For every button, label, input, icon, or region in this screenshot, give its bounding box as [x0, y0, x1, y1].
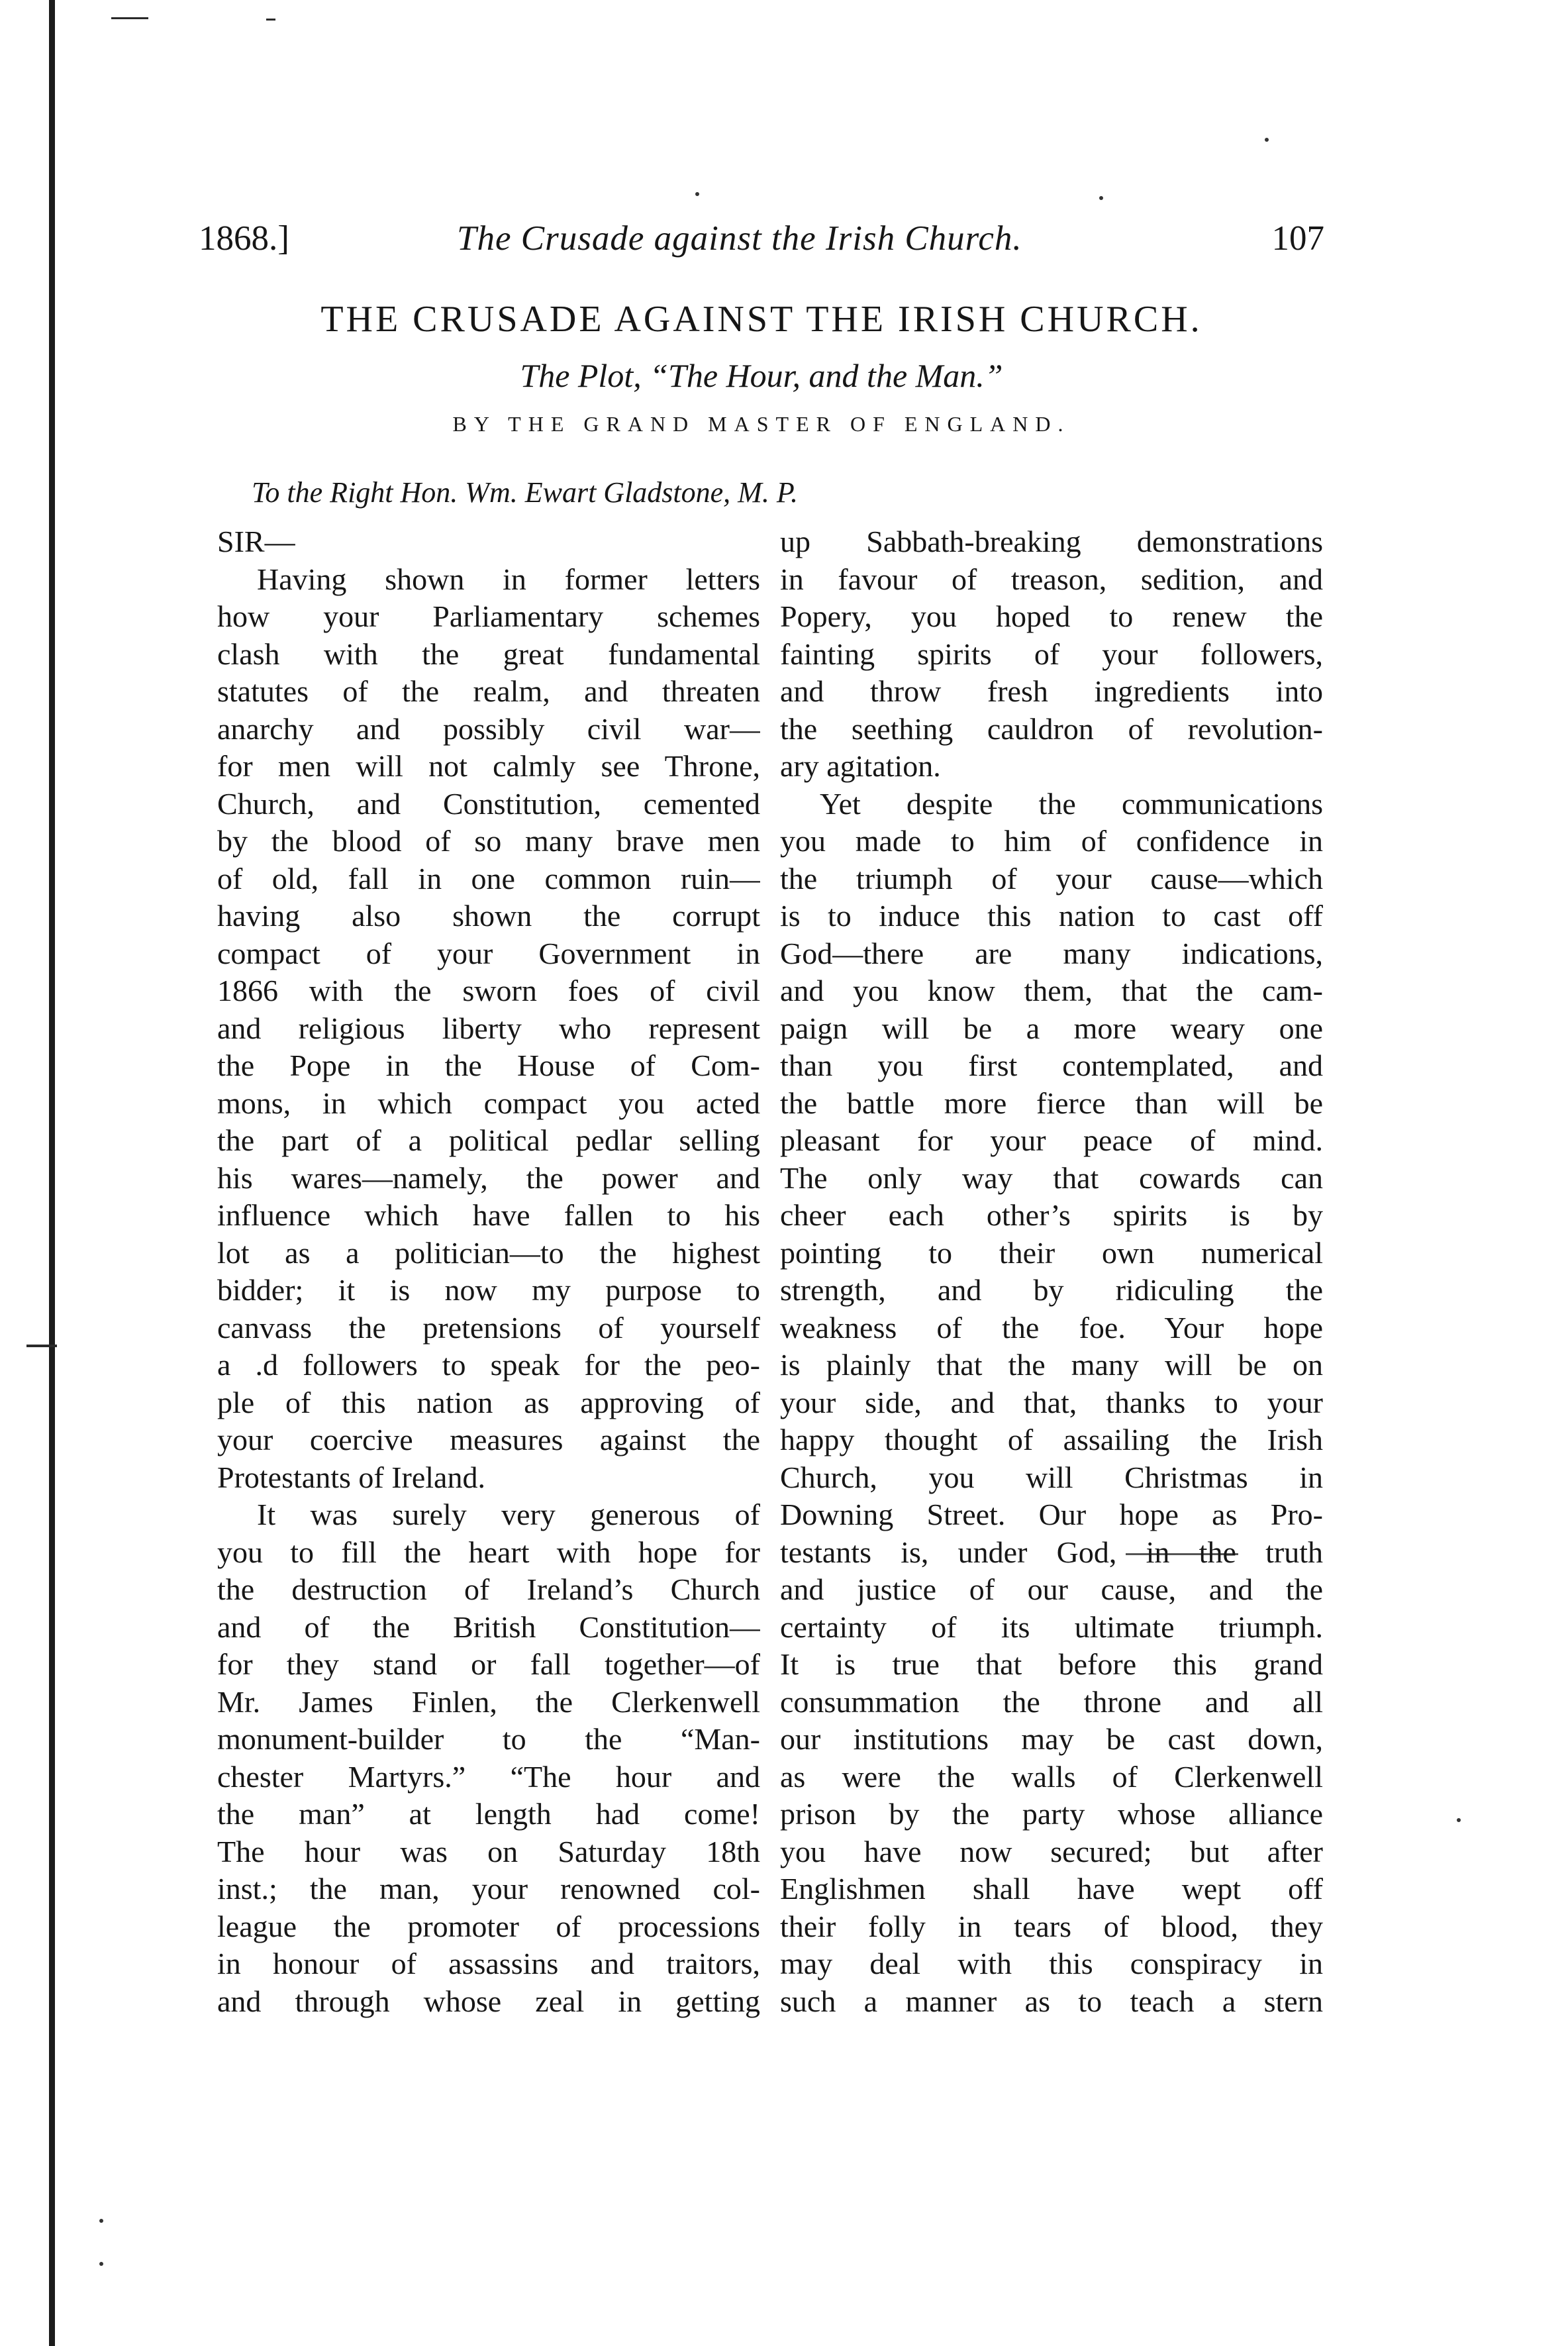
text-line: such a manner as to teach a stern — [780, 1984, 1323, 2018]
text-line: the destruction of Ireland’s Church — [217, 1572, 760, 1606]
text-line: The hour was on Saturday 18th — [217, 1834, 760, 1868]
text-line: for men will not calmly see Throne, — [217, 749, 760, 783]
article-byline: BY THE GRAND MASTER OF ENGLAND. — [452, 412, 1071, 436]
text-line: influence which have fallen to his — [217, 1198, 760, 1232]
addressee-line: To the Right Hon. Wm. Ewart Gladstone, M. P. — [252, 476, 799, 509]
text-line: certainty of its ultimate triumph. — [780, 1609, 1323, 1644]
text-line: how your Parliamentary schemes — [217, 599, 760, 633]
text-line: happy thought of assailing the Irish — [780, 1423, 1323, 1456]
text-line: the Pope in the House of Com- — [217, 1048, 760, 1082]
text-line: It was surely very generous of — [257, 1498, 760, 1531]
text-line: having also shown the corrupt — [217, 899, 760, 933]
right-column-lines — [780, 523, 1323, 2020]
text-line: the seething cauldron of revolution- — [780, 711, 1323, 746]
text-line: Church, and Constitution, cemented — [217, 786, 760, 821]
text-line: and of the British Constitution— — [217, 1609, 760, 1644]
text-line: Popery, you hoped to renew the — [780, 599, 1323, 633]
article-title: THE CRUSADE AGAINST THE IRISH CHURCH. — [320, 299, 1202, 340]
right-column — [780, 523, 1323, 2020]
text-line: mons, in which compact you acted — [217, 1086, 760, 1120]
text-line: and throw fresh ingredients into — [780, 674, 1323, 708]
text-line: pointing to their own numerical — [780, 1235, 1323, 1270]
speck — [99, 2262, 103, 2266]
speck — [1099, 196, 1103, 200]
text-line: clash with the great fundamental — [217, 637, 760, 671]
text-line: Mr. James Finlen, the Clerkenwell — [217, 1684, 760, 1719]
text-line: Yet despite the communications — [820, 786, 1323, 821]
text-line: is plainly that the many will be on — [780, 1348, 1323, 1382]
speck — [695, 192, 699, 196]
text-line: pleasant for your peace of mind. — [780, 1123, 1323, 1157]
running-head — [199, 219, 1324, 278]
text-line: ple of this nation as approving of — [217, 1385, 760, 1419]
text-line: is to induce this nation to cast off — [780, 899, 1323, 933]
left-column — [217, 523, 760, 2020]
text-line: you made to him of confidence in — [780, 824, 1323, 858]
text-line: the part of a political pedlar selling — [217, 1123, 760, 1157]
text-line: you to fill the heart with hope for — [217, 1535, 760, 1569]
text-line: league the promoter of processions — [217, 1909, 760, 1943]
header-year: 1868.] — [199, 219, 289, 258]
text-line: fainting spirits of your followers, — [780, 637, 1323, 671]
text-line: Protestants of Ireland. — [217, 1460, 485, 1494]
text-line: chester Martyrs.” “The hour and — [217, 1759, 760, 1794]
text-line: the battle more fierce than will be — [780, 1086, 1323, 1120]
text-line: the man” at length had come! — [217, 1797, 760, 1831]
text-line: anarchy and possibly civil war— — [217, 711, 760, 746]
text-line: statutes of the realm, and threaten — [217, 674, 760, 708]
text-line: paign will be a more weary one — [780, 1011, 1323, 1045]
text-line: ary agitation. — [780, 749, 941, 783]
article-subtitle: The Plot, “The Hour, and the Man.” — [520, 357, 1003, 394]
text-line: weakness of the foe. Your hope — [780, 1310, 1323, 1345]
speck — [1457, 1818, 1461, 1822]
text-line: as were the walls of Clerkenwell — [780, 1759, 1323, 1794]
text-line: consummation the throne and all — [780, 1684, 1323, 1719]
text-line: your coercive measures against the — [217, 1423, 760, 1456]
speck — [1265, 138, 1269, 142]
text-line: up Sabbath-breaking demonstrations — [780, 525, 1323, 558]
text-line: It is true that before this grand — [780, 1647, 1323, 1681]
text-line: The only way that cowards can — [780, 1160, 1323, 1195]
text-line: in favour of treason, sedition, and — [780, 562, 1323, 596]
speck — [99, 2219, 103, 2223]
text-line: for they stand or fall together—of — [217, 1647, 760, 1681]
text-line: lot as a politician—to the highest — [217, 1235, 760, 1270]
running-title: The Crusade against the Irish Church. — [457, 219, 1022, 258]
text-line: his wares—namely, the power and — [217, 1160, 760, 1195]
salutation: SIR— — [217, 525, 295, 558]
text-line: bidder; it is now my purpose to — [217, 1273, 760, 1307]
text-line: you have now secured; but after — [780, 1834, 1323, 1868]
text-line: God—there are many indications, — [780, 936, 1323, 970]
text-line: and you know them, that the cam- — [780, 974, 1323, 1007]
text-line: prison by the party whose alliance — [780, 1797, 1323, 1831]
text-line: in honour of assassins and traitors, — [217, 1947, 760, 1980]
text-line: inst.; the man, your renowned col- — [217, 1872, 760, 1906]
text-line: cheer each other’s spirits is by — [780, 1198, 1323, 1232]
scan-mark — [111, 17, 148, 19]
text-line: compact of your Government in — [217, 936, 760, 970]
text-line: strength, and by ridiculing the — [780, 1273, 1323, 1307]
text-line: monument-builder to the “Man- — [217, 1722, 760, 1756]
text-line: the triumph of your cause—which — [780, 861, 1323, 895]
text-line: Church, you will Christmas in — [780, 1460, 1323, 1494]
text-line: testants is, under God, in the truth — [780, 1535, 1323, 1569]
text-line: Having shown in former letters — [257, 562, 760, 596]
text-line: a .d followers to speak for the peo- — [217, 1348, 760, 1382]
text-line: their folly in tears of blood, they — [780, 1909, 1323, 1943]
page-number: 107 — [1271, 219, 1324, 258]
left-column-lines — [217, 561, 760, 2021]
text-line: our institutions may be cast down, — [780, 1722, 1323, 1756]
text-line: and through whose zeal in getting — [217, 1984, 760, 2018]
text-line: and justice of our cause, and the — [780, 1572, 1323, 1606]
text-line: your side, and that, thanks to your — [780, 1385, 1323, 1419]
text-line: than you first contemplated, and — [780, 1048, 1323, 1082]
text-line: and religious liberty who represent — [217, 1011, 760, 1045]
text-line: 1866 with the sworn foes of civil — [217, 974, 760, 1007]
scan-mark — [266, 19, 275, 21]
text-line: Downing Street. Our hope as Pro- — [780, 1498, 1323, 1531]
text-line: canvass the pretensions of yourself — [217, 1310, 760, 1345]
text-line: of old, fall in one common ruin— — [217, 861, 760, 895]
text-line: Englishmen shall have wept off — [780, 1872, 1323, 1906]
text-line: by the blood of so many brave men — [217, 824, 760, 858]
scan-binding-edge — [49, 0, 55, 2346]
scan-mark — [26, 1345, 57, 1347]
text-line: may deal with this conspiracy in — [780, 1947, 1323, 1980]
